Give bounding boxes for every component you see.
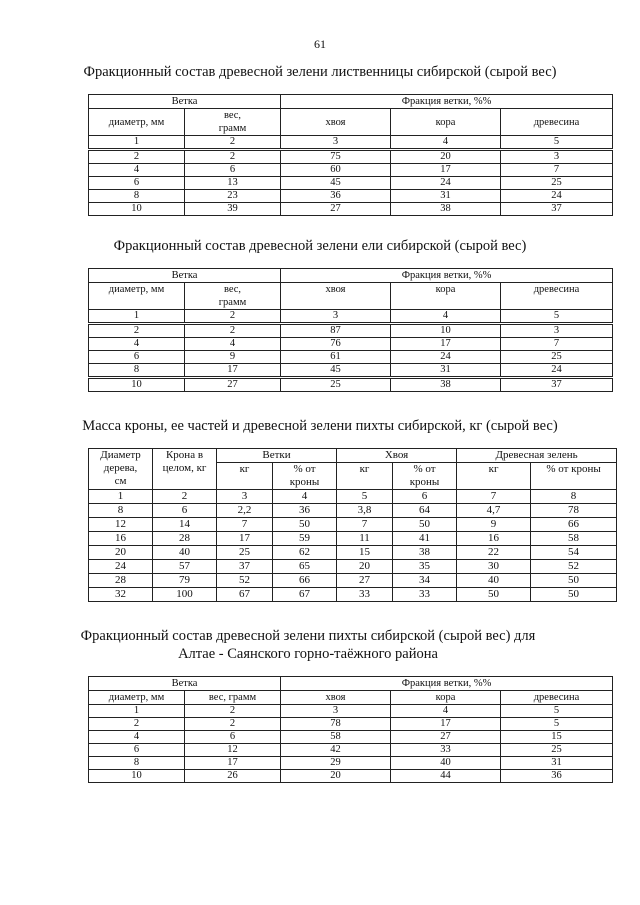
bark-header: кора [391,283,501,310]
tree-diameter-header: Диаметр дерева, см [89,449,153,490]
table-cell: 11 [337,532,393,546]
table-row [89,177,613,190]
table-cell: 10 [89,203,185,216]
branch-header: Ветка [89,269,281,283]
table-cell: 24 [501,190,613,203]
table-cell: 5 [501,718,613,731]
table-cell: 87 [281,324,391,338]
table-cell: 66 [273,574,337,588]
table-cell: 6 [185,164,281,177]
fraction-header: Фракция ветки, %% [281,95,613,109]
table-cell: 16 [89,532,153,546]
bark-header: кора [391,691,501,705]
table-cell: 8 [89,190,185,203]
table-cell: 52 [217,574,273,588]
table-row [89,203,613,216]
table-cell: 4,7 [457,504,531,518]
fir-altai-fraction-table [88,676,613,783]
table-cell: 26 [185,770,281,783]
table-row [89,757,613,770]
table-cell: 8 [89,757,185,770]
table-cell: 33 [391,744,501,757]
table-cell: 4 [391,705,501,718]
table-cell: 38 [393,546,457,560]
table-cell: 2 [89,718,185,731]
table-cell: 33 [337,588,393,602]
weight-header: вес, грамм [185,283,281,310]
table-cell: 25 [501,177,613,190]
table-cell: 2 [185,150,281,164]
table-cell: 2 [185,705,281,718]
table-cell: 4 [273,490,337,504]
table-cell: 2 [89,150,185,164]
green-header: Древесная зелень [457,449,617,463]
table-cell: 41 [393,532,457,546]
table-cell: 3 [281,136,391,150]
table-cell: 37 [217,560,273,574]
table-cell: 59 [273,532,337,546]
table-cell: 45 [281,364,391,378]
fraction-header: Фракция ветки, %% [281,269,613,283]
table-row [89,504,617,518]
pct-crown-header: % от кроны [393,463,457,490]
table-row [89,560,617,574]
needles-header: хвоя [281,109,391,136]
table-cell: 31 [391,190,501,203]
table-cell: 30 [457,560,531,574]
table-row [89,532,617,546]
diameter-header: диаметр, мм [89,109,185,136]
table-cell: 61 [281,351,391,364]
table-cell: 52 [531,560,617,574]
table-cell: 16 [457,532,531,546]
table-cell: 2 [185,324,281,338]
table-cell: 36 [501,770,613,783]
table1-title: Фракционный состав древесной зелени лиственницы сибирской (сырой вес) [83,64,557,80]
table-cell: 67 [217,588,273,602]
table-cell: 24 [391,177,501,190]
table-cell: 37 [501,378,613,392]
table-cell: 8 [89,364,185,378]
table-cell: 12 [185,744,281,757]
table-cell: 13 [185,177,281,190]
table-cell: 20 [89,546,153,560]
table-cell: 44 [391,770,501,783]
pct-crown-header: % от кроны [273,463,337,490]
table-cell: 76 [281,338,391,351]
table-cell: 24 [89,560,153,574]
table-row [89,310,613,324]
table-cell: 4 [89,338,185,351]
table-cell: 27 [391,731,501,744]
table-row [89,705,613,718]
table-cell: 8 [531,490,617,504]
page-number: 61 [314,37,326,51]
table-row [89,718,613,731]
weight-header: вес, грамм [185,109,281,136]
needles-header: хвоя [281,283,391,310]
table-cell: 7 [501,338,613,351]
table-cell: 6 [153,504,217,518]
table-cell: 3 [217,490,273,504]
table-cell: 36 [273,504,337,518]
table-cell: 29 [281,757,391,770]
larch-fraction-table [88,94,613,216]
table-cell: 25 [501,351,613,364]
table-cell: 40 [391,757,501,770]
weight-header: вес, грамм [185,691,281,705]
table-cell: 37 [501,203,613,216]
table-cell: 25 [217,546,273,560]
table-cell: 42 [281,744,391,757]
table-cell: 20 [337,560,393,574]
table-cell: 45 [281,177,391,190]
table-row [89,136,613,150]
table-cell: 40 [153,546,217,560]
table4-title-line1: Фракционный состав древесной зелени пихты сибирской (сырой вес) для [80,628,536,644]
table-cell: 12 [89,518,153,532]
table-cell: 8 [89,504,153,518]
table-row [89,364,613,378]
table-cell: 6 [89,177,185,190]
table-cell: 57 [153,560,217,574]
table-cell: 4 [185,338,281,351]
table-cell: 2 [89,324,185,338]
table-cell: 27 [185,378,281,392]
diameter-header: диаметр, мм [89,283,185,310]
table-cell: 28 [153,532,217,546]
table-cell: 7 [457,490,531,504]
table-cell: 17 [185,364,281,378]
table4-title-line2: Алтае - Саянского горно-таёжного района [178,646,438,662]
table-cell: 3,8 [337,504,393,518]
table-cell: 24 [501,364,613,378]
table-cell: 67 [273,588,337,602]
needles-header: Хвоя [337,449,457,463]
table-cell: 7 [501,164,613,177]
table-cell: 4 [391,136,501,150]
kg-header: кг [457,463,531,490]
wood-header: древесина [501,109,613,136]
table-cell: 33 [393,588,457,602]
wood-header: древесина [501,691,613,705]
table-cell: 25 [501,744,613,757]
table-row [89,351,613,364]
table-cell: 4 [89,164,185,177]
table-cell: 50 [457,588,531,602]
table-cell: 78 [281,718,391,731]
table-cell: 10 [89,378,185,392]
fraction-header: Фракция ветки, %% [281,677,613,691]
table-cell: 2 [185,718,281,731]
wood-header: древесина [501,283,613,310]
table-cell: 78 [531,504,617,518]
table-row [89,490,617,504]
table-cell: 7 [217,518,273,532]
table-row [89,731,613,744]
table-cell: 100 [153,588,217,602]
table-cell: 3 [501,150,613,164]
table-cell: 60 [281,164,391,177]
table3-title: Масса кроны, ее частей и древесной зелени пихты сибирской, кг (сырой вес) [82,418,558,434]
table-cell: 54 [531,546,617,560]
table-cell: 17 [391,164,501,177]
table-cell: 34 [393,574,457,588]
diameter-header: диаметр, мм [89,691,185,705]
table-cell: 3 [501,324,613,338]
bark-header: кора [391,109,501,136]
table-cell: 24 [391,351,501,364]
table-cell: 65 [273,560,337,574]
table-cell: 2 [185,136,281,150]
branch-header: Ветка [89,95,281,109]
table-cell: 6 [393,490,457,504]
pct-crown-header: % от кроны [531,463,617,490]
table-cell: 5 [501,310,613,324]
table-cell: 38 [391,378,501,392]
table-cell: 6 [89,351,185,364]
table-row [89,588,617,602]
table-cell: 2,2 [217,504,273,518]
table-cell: 1 [89,136,185,150]
table-cell: 5 [501,705,613,718]
table-cell: 10 [391,324,501,338]
branch-header: Ветка [89,677,281,691]
table-cell: 20 [391,150,501,164]
table-cell: 2 [153,490,217,504]
table-cell: 17 [217,532,273,546]
table-cell: 9 [185,351,281,364]
table-cell: 22 [457,546,531,560]
table-cell: 58 [281,731,391,744]
table-cell: 10 [89,770,185,783]
table-row [89,338,613,351]
table-cell: 17 [185,757,281,770]
table-cell: 23 [185,190,281,203]
table-cell: 38 [391,203,501,216]
table-row [89,574,617,588]
table-cell: 17 [391,338,501,351]
table-cell: 2 [185,310,281,324]
table-cell: 25 [281,378,391,392]
table-cell: 64 [393,504,457,518]
table-cell: 1 [89,310,185,324]
table2-title: Фракционный состав древесной зелени ели сибирской (сырой вес) [113,238,527,254]
table-cell: 1 [89,705,185,718]
table-cell: 66 [531,518,617,532]
table-cell: 31 [501,757,613,770]
table-cell: 40 [457,574,531,588]
table-cell: 15 [501,731,613,744]
table-cell: 50 [531,588,617,602]
table-cell: 14 [153,518,217,532]
branches-header: Ветки [217,449,337,463]
table-cell: 4 [391,310,501,324]
table-cell: 4 [89,731,185,744]
table-cell: 27 [281,203,391,216]
table-cell: 6 [89,744,185,757]
table-cell: 20 [281,770,391,783]
table-cell: 50 [531,574,617,588]
fir-crown-mass-table [88,448,617,602]
needles-header: хвоя [281,691,391,705]
table-row [89,164,613,177]
table-cell: 36 [281,190,391,203]
table-cell: 50 [393,518,457,532]
table-cell: 62 [273,546,337,560]
table-row [89,770,613,783]
kg-header: кг [217,463,273,490]
crown-total-header: Крона в целом, кг [153,449,217,490]
table-cell: 75 [281,150,391,164]
table-cell: 15 [337,546,393,560]
table-cell: 7 [337,518,393,532]
table-cell: 3 [281,705,391,718]
table-row [89,324,613,338]
table-cell: 31 [391,364,501,378]
table-cell: 32 [89,588,153,602]
table-row [89,744,613,757]
table-cell: 1 [89,490,153,504]
table-cell: 27 [337,574,393,588]
table-cell: 58 [531,532,617,546]
table-row [89,518,617,532]
table-cell: 6 [185,731,281,744]
table-cell: 3 [281,310,391,324]
table-cell: 5 [501,136,613,150]
table-cell: 9 [457,518,531,532]
table-row [89,546,617,560]
table-cell: 5 [337,490,393,504]
table-cell: 79 [153,574,217,588]
spruce-fraction-table [88,268,613,392]
table-cell: 28 [89,574,153,588]
table-cell: 39 [185,203,281,216]
kg-header: кг [337,463,393,490]
table-cell: 35 [393,560,457,574]
table-row [89,378,613,392]
table-cell: 50 [273,518,337,532]
table-row [89,190,613,203]
table-row [89,150,613,164]
table-cell: 17 [391,718,501,731]
